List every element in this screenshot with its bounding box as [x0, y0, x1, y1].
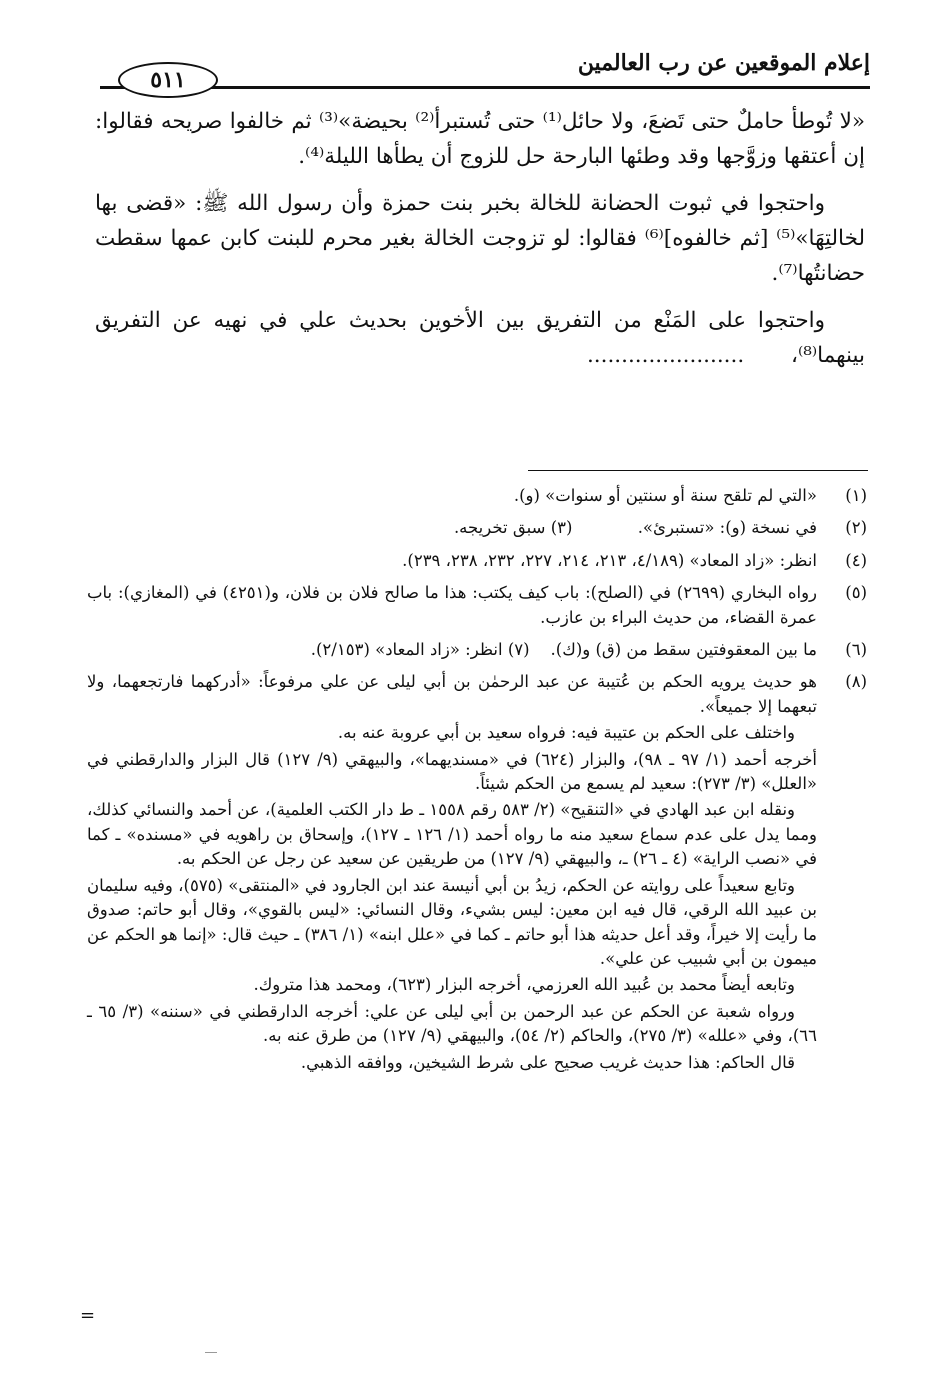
- footnote-number: (٤): [845, 550, 867, 570]
- footnote-2-3: [87, 516, 867, 542]
- main-paragraph-3: [95, 303, 865, 373]
- footnote-8-para-5: وتابع سعيداً على روايته عن الحكم، زيدُ بن أبي أنيسة عند ابن الجارود في «المنتقى» (٥٧٥)، وفيه سليمان بن عبيد الله الرقي، قال فيه ابن معين: ليس بشيء، وقال النسائي: «ليس بالقوي»، وقال أبو حاتم: صدوق ما رأيت إلا خيراً، وقد أعل حديثه هذا أبو حاتم ـ كما في «علل ابنه» (١/ ٣٨٦) ـ حيث قال: «إنما هو الحكم عن ميمون بن أبي شبيب عن علي».: [87, 875, 817, 968]
- footnote-8-para-2: واختلف على الحكم بن عتيبة فيه: فرواه سعيد بن أبي عروبة عنه به.: [337, 723, 795, 743]
- main-paragraph-3-text: واحتجوا على المَنْع من التفريق بين الأخوين بحديث علي في نهيه عن التفريق بينهما⁽⁸⁾،: [95, 308, 865, 368]
- footnote-number: (١): [845, 486, 867, 505]
- running-title: إعلام الموقعين عن رب العالمين: [577, 50, 870, 76]
- page-number: ٥١١: [118, 62, 218, 98]
- footnote-5: [87, 581, 867, 632]
- footnote-text: ما بين المعقوفتين سقط من (ق) و(ك).: [550, 640, 817, 660]
- header-rule: [100, 86, 870, 89]
- footnotes: [87, 484, 867, 1083]
- footnote-separator: [528, 470, 868, 471]
- footnote-text: انظر: «زاد المعاد» (٤/١٨٩، ٢١٣، ٢١٤، ٢٢٧، ٢٣٢، ٢٣٨، ٢٣٩).: [402, 550, 817, 570]
- main-paragraph-1: «لا تُوطأ حاملٌ حتى تَضعَ، ولا حائل⁽¹⁾ حتى تُستبرأ⁽²⁾ بحيضة»⁽³⁾ ثم خالفوا صريحه فقالوا: إن أعتقها وزوَّجها وقد وطئها البارحة حل للزوج أن يطأها الليلة⁽⁴⁾.: [95, 109, 866, 169]
- continuation-dots: .......................: [586, 343, 745, 368]
- main-paragraph-2: واحتجوا في ثبوت الحضانة للخالة بخبر بنت حمزة وأن رسول الله ﷺ: «قضى بها لخالتِهَا»⁽⁵⁾ [ثم خالفوه]⁽⁶⁾ فقالوا: لو تزوجت الخالة بغير محرم للبنت كابن عمها سقطت حضانتُها⁽⁷⁾.: [95, 191, 865, 286]
- footnote-text: سبق تخريجه.: [453, 518, 546, 538]
- footnote-number: (٧): [507, 640, 530, 660]
- footnote-1: [87, 484, 867, 510]
- footnote-6-7: [87, 638, 867, 664]
- scan-artifact: [205, 1352, 217, 1353]
- footnote-8-para-4: ونقله ابن عبد الهادي في «التنقيح» (٢/ ٥٨٣ رقم ١٥٥٨ ـ ط دار الكتب العلمية)، عن أحمد والنسائي كذلك، ومما يدل على عدم سماع سعيد منه ما رواه أحمد (١/ ١٢٦ ـ ١٢٧)، وإسحاق بن راهويه في «مسنده» ـ كما في «نصب الراية» (٤ ـ ٢٦) ـ، والبيهقي (٩/ ١٢٧) من طريقين عن سعيد عن رجل عن الحكم به.: [87, 800, 817, 869]
- footnote-text: «التي لم تلقح سنة أو سنتين أو سنوات» (و).: [513, 486, 817, 505]
- footnote-number: (٣): [550, 518, 573, 538]
- footnote-8-para-1: هو حديث يرويه الحكم بن عُتيبة عن عبد الرحمٰن بن أبي ليلى عن علي مرفوعاً: «أدركهما فارتجعهما، ولا تبعهما إلا جميعاً».: [87, 672, 817, 716]
- footnote-8-para-8: قال الحاكم: هذا حديث غريب صحيح على شرط الشيخين، ووافقه الذهبي.: [300, 1052, 795, 1072]
- page-header: [100, 48, 870, 98]
- footnote-text: انظر: «زاد المعاد» (٢/١٥٣).: [310, 640, 503, 660]
- footnote-number: (٥): [845, 583, 867, 603]
- footnote-8-para-3: أخرجه أحمد (١/ ٩٧ ـ ٩٨)، والبزار (٦٢٤) في «مسنديهما»، والبيهقي (٩/ ١٢٧) قال البزار والدارقطني في «العلل» (٣/ ٢٧٣): سعيد لم يسمع من الحكم شيئاً.: [87, 749, 817, 794]
- footnote-8-para-7: ورواه شعبة عن الحكم عن عبد الرحمن بن أبي ليلى عن علي: أخرجه الدارقطني في «سننه» (٣/ ٦٥ ـ ٦٦)، وفي «علله» (٣/ ٢٧٥)، والحاكم (٢/ ٥٤)، والبيهقي (٩/ ١٢٧) من طرق عنه به.: [87, 1001, 817, 1046]
- footnote-number: (٦): [845, 640, 867, 660]
- footnote-8: [87, 670, 867, 1077]
- footnote-8-para-6: وتابعه أيضاً محمد بن عُبيد الله العرزمي، أخرجه البزار (٦٢٣)، ومحمد هذا متروك.: [253, 975, 795, 995]
- footnote-text: في نسخة (و): «تستبرئ».: [637, 518, 817, 538]
- continuation-mark: =: [80, 1305, 96, 1326]
- footnote-number: (٢): [845, 518, 867, 538]
- main-text: [95, 104, 865, 385]
- footnote-text: رواه البخاري (٢٦٩٩) في (الصلح): باب كيف يكتب: هذا ما صالح فلان بن فلان، و(٤٢٥١) في (المغازي): باب عمرة القضاء، من حديث البراء بن عازب.: [87, 583, 818, 627]
- footnote-number: (٨): [845, 672, 867, 692]
- footnote-4: [87, 549, 867, 575]
